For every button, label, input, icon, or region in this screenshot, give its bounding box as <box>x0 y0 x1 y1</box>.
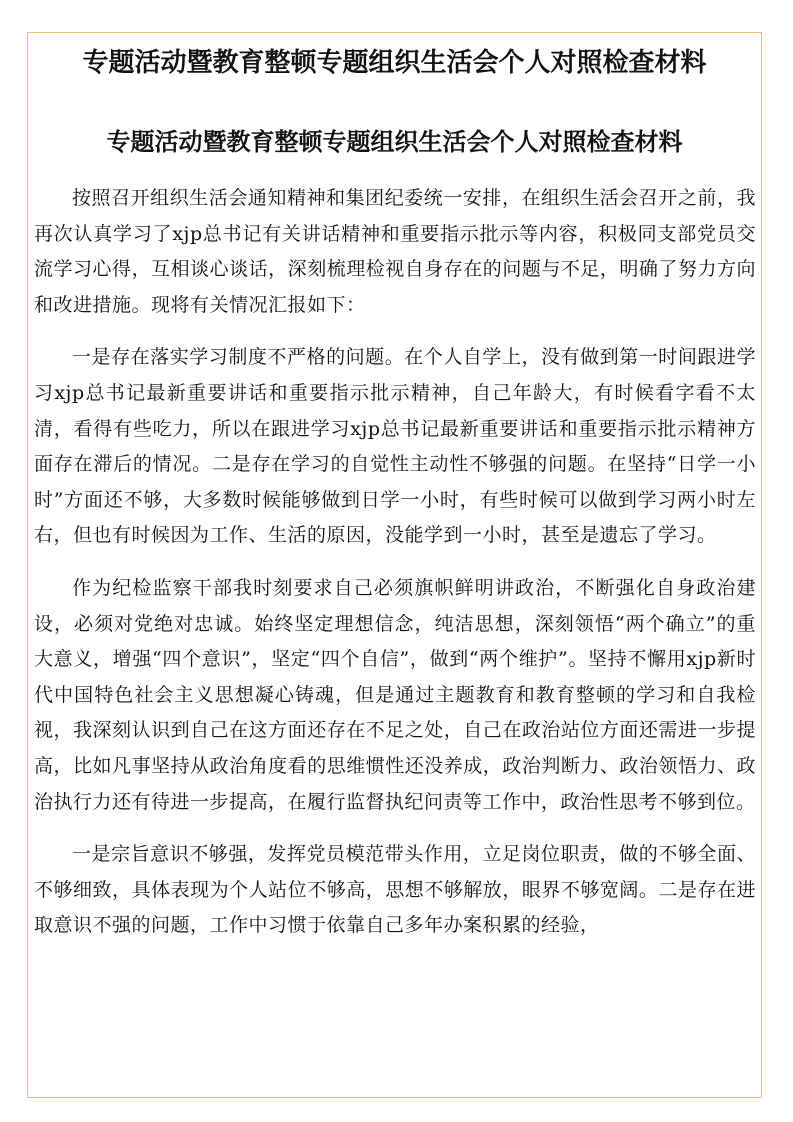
paragraph-study-issues: 一是存在落实学习制度不严格的问题。在个人自学上，没有做到第一时间跟进学习xjp总书记最新重要讲话和重要指示批示精神，自己年龄大，有时候看字看不太清，看得有些吃力，所以在跟进学习xjp总书记最新重要讲话和重要指示批示精神方面存在滞后的情况。二是存在学习的自觉性主动性不够强的问题。在坚持“日学一小时”方面还不够，大多数时候能够做到日学一小时，有些时候可以做到学习两小时左右，但也有时候因为工作、生活的原因，没能学到一小时，甚至是遗忘了学习。 <box>34 346 756 547</box>
document-main-title: 专题活动暨教育整顿专题组织生活会个人对照检查材料 <box>106 127 683 156</box>
paragraph-political-awareness: 作为纪检监察干部我时刻要求自己必须旗帜鲜明讲政治，不断强化自身政治建设，必须对党绝对忠诚。始终坚定理想信念，纯洁思想，深刻领悟“两个确立”的重大意义，增强“四个意识”，坚定“四个自信”，做到“两个维护”。坚持不懈用xjp新时代中国特色社会主义思想凝心铸魂，但是通过主题教育和教育整顿的学习和自我检视，我深刻认识到自己在这方面还存在不足之处，自己在政治站位方面还需进一步提高，比如凡事坚持从政治角度看的思维惯性还没养成，政治判断力、政治领悟力、政治执行力还有待进一步提高，在履行监督执纪问责等工作中，政治性思考不够到位。 <box>34 576 756 813</box>
document-body <box>34 181 756 961</box>
document-header-title: 专题活动暨教育整顿专题组织生活会个人对照检查材料 <box>82 48 707 78</box>
paragraph-purpose-awareness: 一是宗旨意识不够强，发挥党员模范带头作用，立足岗位职责，做的不够全面、不够细致，具体表现为个人站位不够高，思想不够解放，眼界不够宽阔。二是存在进取意识不强的问题，工作中习惯于依靠自己多年办案积累的经验， <box>34 843 756 937</box>
paragraph-intro: 按照召开组织生活会通知精神和集团纪委统一安排，在组织生活会召开之前，我再次认真学习了xjp总书记有关讲话精神和重要指示批示等内容，积极同支部党员交流学习心得，互相谈心谈话，深刻梳理检视自身存在的问题与不足，明确了努力方向和改进措施。现将有关情况汇报如下： <box>34 187 756 316</box>
document-page <box>27 32 762 1098</box>
